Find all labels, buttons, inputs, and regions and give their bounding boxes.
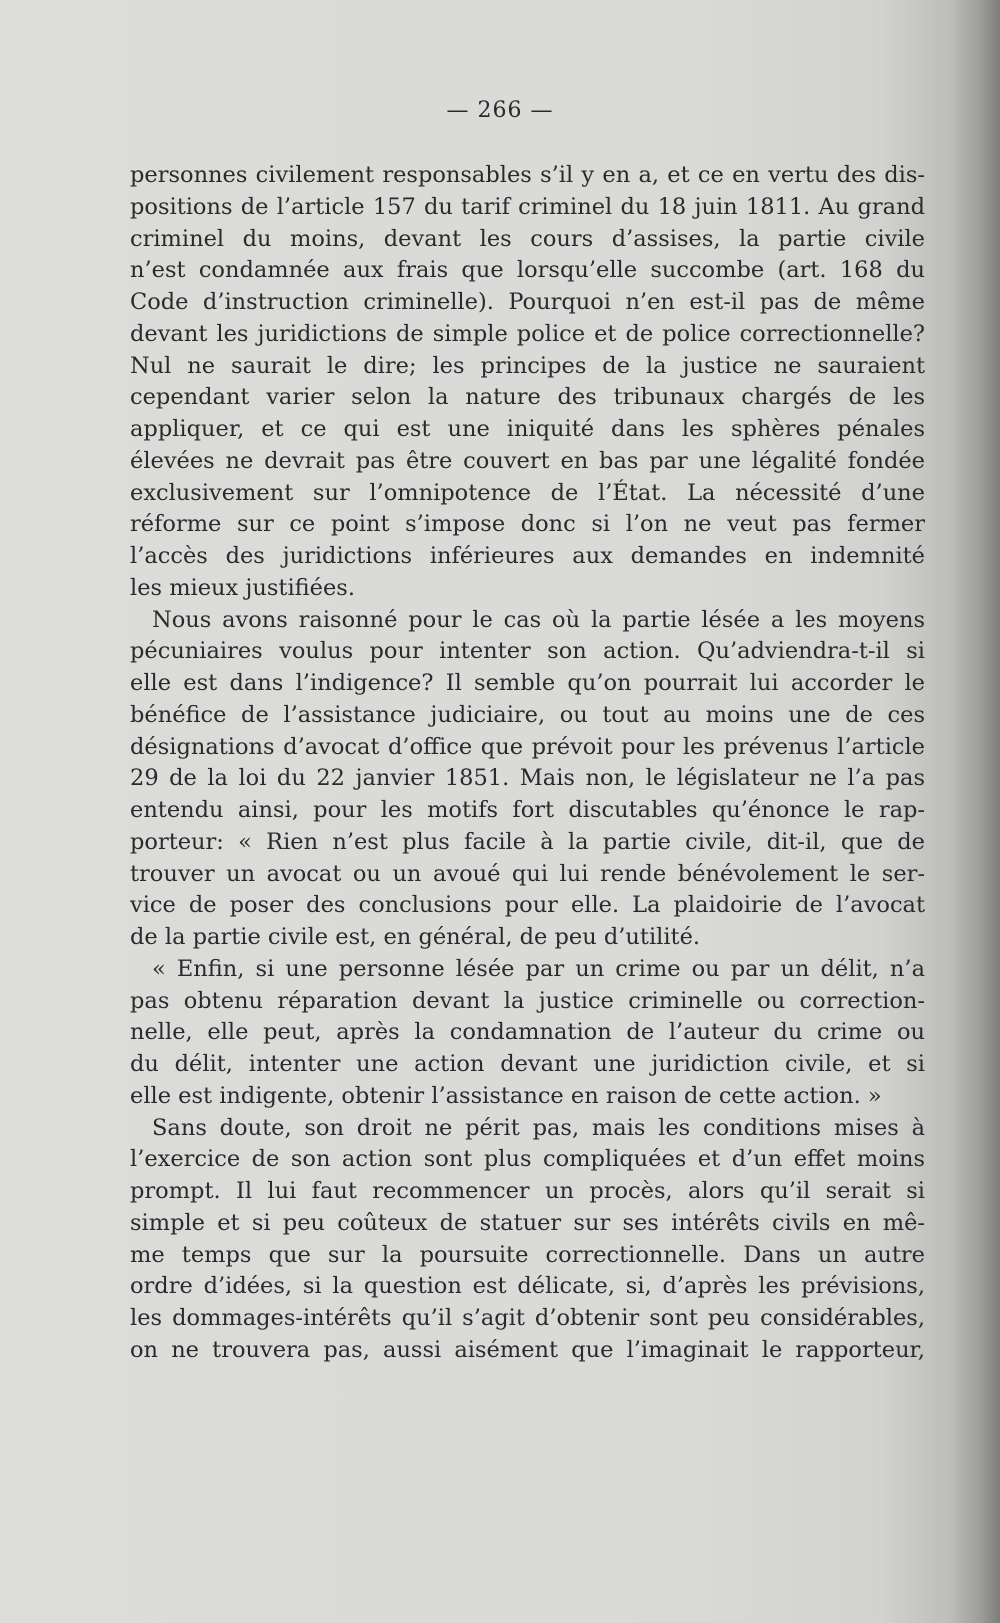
text-line: désignations d’avocat d’office que prévoit pour les prévenus l’article (130, 733, 925, 760)
text-line: devant les juridictions de simple police et de police correctionnelle? (130, 320, 925, 347)
text-line: on ne trouvera pas, aussi aisément que l’imaginait le rapporteur, (130, 1336, 925, 1363)
text-line: l’exercice de son action sont plus compliquées et d’un effet moins (130, 1146, 925, 1173)
text-line: Sans doute, son droit ne périt pas, mais les conditions mises à (152, 1114, 925, 1141)
text-line: elle est dans l’indigence? Il semble qu’on pourrait lui accorder le (130, 670, 925, 696)
text-line: prompt. Il lui faut recommencer un procès, alors qu’il serait si (130, 1178, 925, 1204)
text-line: pécuniaires voulus pour intenter son action. Qu’adviendra-t-il si (130, 638, 925, 665)
text-line: élevées ne devrait pas être couvert en bas par une légalité fondée (130, 447, 925, 474)
text-line: les dommages-intérêts qu’il s’agit d’obtenir sont peu considérables, (130, 1305, 925, 1331)
text-line: du délit, intenter une action devant une juridiction civile, et si (130, 1051, 925, 1077)
text-line: entendu ainsi, pour les motifs fort discutables qu’énonce le rap- (130, 797, 925, 823)
text-line: trouver un avocat ou un avoué qui lui rende bénévolement le ser- (130, 860, 925, 887)
text-line: vice de poser des conclusions pour elle. La plaidoirie de l’avocat (130, 892, 925, 919)
text-line: elle est indigente, obtenir l’assistance en raison de cette action. » (130, 1082, 882, 1109)
text-line: 29 de la loi du 22 janvier 1851. Mais non, le législateur ne l’a pas (130, 765, 925, 792)
text-line: « Enfin, si une personne lésée par un crime ou par un délit, n’a (152, 955, 925, 982)
text-line: simple et si peu coûteux de statuer sur ses intérêts civils en mê- (130, 1209, 925, 1236)
page-spine-shadow (952, 0, 1000, 1623)
text-line: appliquer, et ce qui est une iniquité dans les sphères pénales (130, 416, 925, 442)
text-line: Code d’instruction criminelle). Pourquoi n’en est-il pas de même (130, 289, 925, 315)
text-line: n’est condamnée aux frais que lorsqu’elle succombe (art. 168 du (130, 257, 925, 284)
text-line: réforme sur ce point s’impose donc si l’on ne veut pas fermer (130, 511, 925, 538)
text-line: bénéfice de l’assistance judiciaire, ou tout au moins une de ces (130, 701, 925, 728)
text-line: positions de l’article 157 du tarif criminel du 18 juin 1811. Au grand (130, 193, 925, 220)
text-line: pas obtenu réparation devant la justice criminelle ou correction- (130, 987, 925, 1014)
text-line: cependant varier selon la nature des tribunaux chargés de les (130, 384, 925, 411)
text-line: porteur: « Rien n’est plus facile à la partie civile, dit-il, que de (130, 828, 925, 855)
text-line: criminel du moins, devant les cours d’assises, la partie civile (130, 225, 925, 252)
text-line: me temps que sur la poursuite correctionnelle. Dans un autre (130, 1241, 925, 1268)
text-line: de la partie civile est, en général, de peu d’utilité. (130, 924, 701, 950)
text-line: ordre d’idées, si la question est délicate, si, d’après les prévisions, (130, 1273, 925, 1300)
page-number: — 266 — (446, 98, 554, 123)
text-line: personnes civilement responsables s’il y en a, et ce en vertu des dis- (130, 162, 925, 188)
text-line: Nous avons raisonné pour le cas où la partie lésée a les moyens (152, 606, 925, 633)
text-line: Nul ne saurait le dire; les principes de la justice ne sauraient (130, 352, 925, 379)
text-line: nelle, elle peut, après la condamnation de l’auteur du crime ou (130, 1019, 925, 1046)
text-line: les mieux justifiées. (130, 574, 355, 601)
body-text (130, 160, 925, 1367)
text-line: exclusivement sur l’omnipotence de l’État. La nécessité d’une (130, 479, 925, 506)
text-line: l’accès des juridictions inférieures aux demandes en indemnité (130, 543, 925, 569)
